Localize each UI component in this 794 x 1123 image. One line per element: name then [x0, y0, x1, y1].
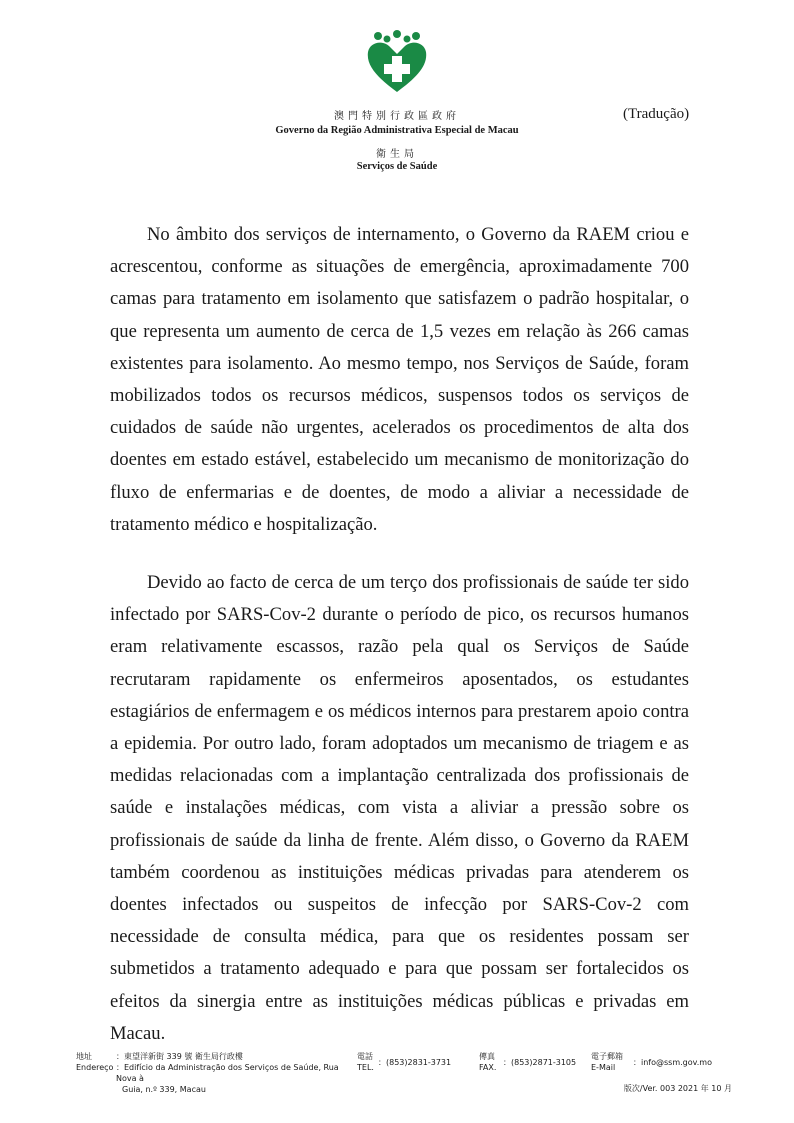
fax-label — [479, 1051, 496, 1073]
email-label — [591, 1051, 623, 1073]
email-label-zh: 電子郵箱 — [591, 1052, 623, 1061]
email-value[interactable]: ：info@ssm.gov.mo — [633, 1058, 712, 1067]
paragraph: No âmbito dos serviços de internamento, o Governo da RAEM criou e acrescentou, conforme as situações de emergência, aproximadamente 700 camas para tratamento em isolamento que satisfazem o padrão hospitalar, o que representa um aumento de cerca de 1,5 vezes em relação às 266 camas existentes para isolamento. Ao mesmo tempo, nos Serviços de Saúde, foram mobilizados todos os recursos médicos, suspensos todos os serviços de cuidados de saúde não urgentes, acelerados os procedimentos de alta dos doentes em estado estável, estabelecido um mecanismo de monitorização do fluxo de enfermarias e de doentes, de modo a aliviar a necessidade de tratamento médico e hospitalização. — [110, 224, 689, 535]
tel-label-zh: 電話 — [357, 1052, 373, 1061]
tel-value: ：(853)2831-3731 — [378, 1058, 452, 1067]
address-value — [116, 1051, 348, 1095]
address-label-pt: Endereço — [76, 1063, 114, 1072]
fax-label-pt: FAX. — [479, 1063, 497, 1072]
health-bureau-logo-icon — [364, 30, 430, 94]
department-name-zh: 衛生局 — [376, 149, 418, 160]
tel-label-pt: TEL. — [357, 1063, 374, 1072]
fax-value: ：(853)2871-3105 — [503, 1058, 577, 1067]
email-label-pt: E-Mail — [591, 1063, 616, 1072]
document-body — [110, 219, 689, 1050]
government-name-zh: 澳門特別行政區政府 — [334, 111, 460, 122]
fax-label-zh: 傳真 — [479, 1052, 495, 1061]
translation-note: (Tradução) — [623, 106, 690, 122]
government-name-pt: Governo da Região Administrativa Especial de Macau — [275, 125, 519, 136]
tel-label — [357, 1051, 374, 1073]
address-label-zh: 地址 — [76, 1052, 92, 1061]
address-label — [76, 1051, 113, 1073]
department-name-pt: Serviços de Saúde — [356, 161, 438, 172]
address-zh: ：東望洋新街 339 號 衛生局行政樓 — [116, 1052, 243, 1061]
paragraph: Devido ao facto de cerca de um terço dos profissionais de saúde ter sido infectado por SARS-Cov-2 durante o período de pico, os recursos humanos eram relativamente escassos, razão pela qual os Serviços de Saúde recrutaram rapidamente os enfermeiros aposentados, os estudantes estagiários de enfermagem e os médicos internos para prestarem apoio contra a epidemia. Por outro lado, foram adoptados um mecanismo de triagem e as medidas relacionadas com a implantação centralizada dos profissionais de saúde e instalações médicas, com vista a aliviar a pressão sobre os profissionais de saúde da linha de frente. Além disso, o Governo da RAEM também coordenou as instituições médicas privadas para atenderem os doentes infectados ou suspeitos de infecção por SARS-Cov-2 com necessidade de consulta médica, para que os residentes possam ser submetidos a tratamento adequado e para que possam ser fortalecidos os efeitos da sinergia entre as instituições médicas públicas e privadas em Macau. — [110, 572, 689, 1044]
address-pt-line2: Guia, n.º 339, Macau — [122, 1085, 206, 1094]
address-pt: ：Edifício da Administração dos Serviços de Saúde, Rua Nova à — [116, 1063, 339, 1083]
version-label: 版次/Ver. 003 2021 年 10 月 — [623, 1084, 732, 1093]
